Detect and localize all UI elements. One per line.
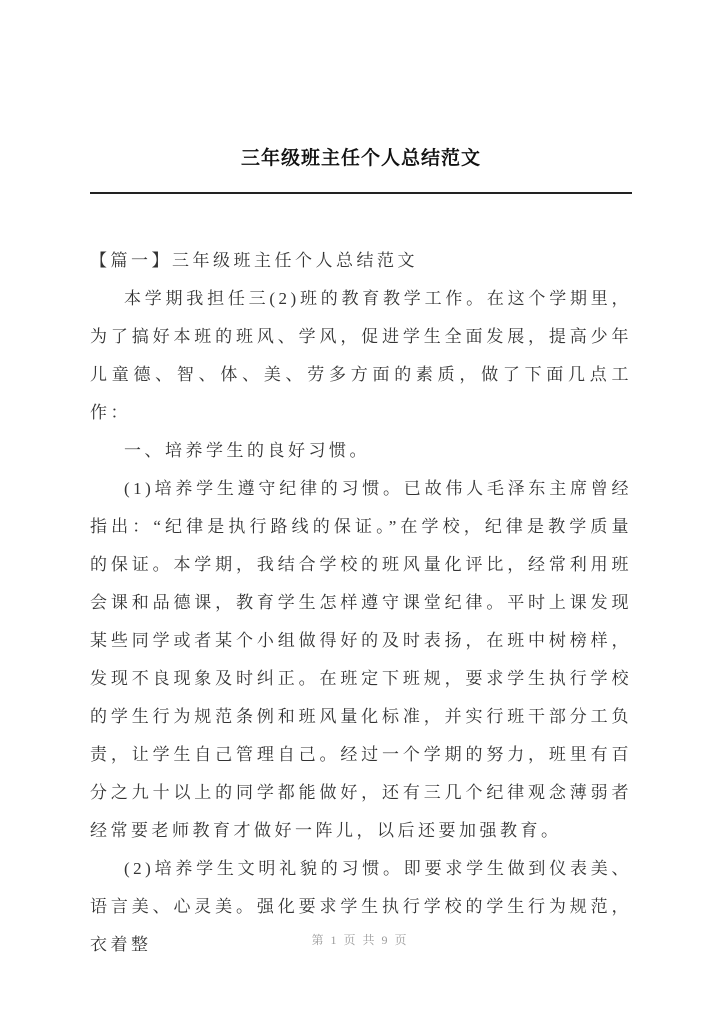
paragraph-section-heading: 【篇一】三年级班主任个人总结范文	[90, 251, 418, 270]
document-content	[90, 0, 632, 964]
page-number-text: 第 1 页 共 9 页	[311, 933, 409, 947]
paragraph-discipline-habit: (1)培养学生遵守纪律的习惯。已故伟人毛泽东主席曾经指出：“纪律是执行路线的保证。”在学校，纪律是教学质量的保证。本学期，我结合学校的班风量化评比，经常利用班会课和品德课，教育学生怎样遵守课堂纪律。平时上课发现某些同学或者某个小组做得好的及时表扬，在班中树榜样，发现不良现象及时纠正。在班定下班规，要求学生执行学校的学生行为规范条例和班风量化标准，并实行班干部分工负责，让学生自己管理自己。经过一个学期的努力，班里有百分之九十以上的同学都能做好，还有三几个纪律观念薄弱者经常要老师教育才做好一阵儿，以后还要加强教育。	[90, 479, 632, 840]
title-divider	[90, 192, 632, 194]
document-title: 三年级班主任个人总结范文	[240, 148, 481, 169]
paragraph-point-one-heading: 一、培养学生的良好习惯。	[124, 441, 370, 460]
page-footer	[0, 931, 720, 949]
document-body	[90, 242, 632, 964]
paragraph-manners-habit: (2)培养学生文明礼貌的习惯。即要求学生做到仪表美、语言美、心灵美。强化要求学生执行学校的学生行为规范，衣着整	[90, 859, 632, 954]
paragraph-intro: 本学期我担任三(2)班的教育教学工作。在这个学期里，为了搞好本班的班风、学风，促进学生全面发展，提高少年儿童德、智、体、美、劳多方面的素质，做了下面几点工作：	[90, 289, 632, 422]
